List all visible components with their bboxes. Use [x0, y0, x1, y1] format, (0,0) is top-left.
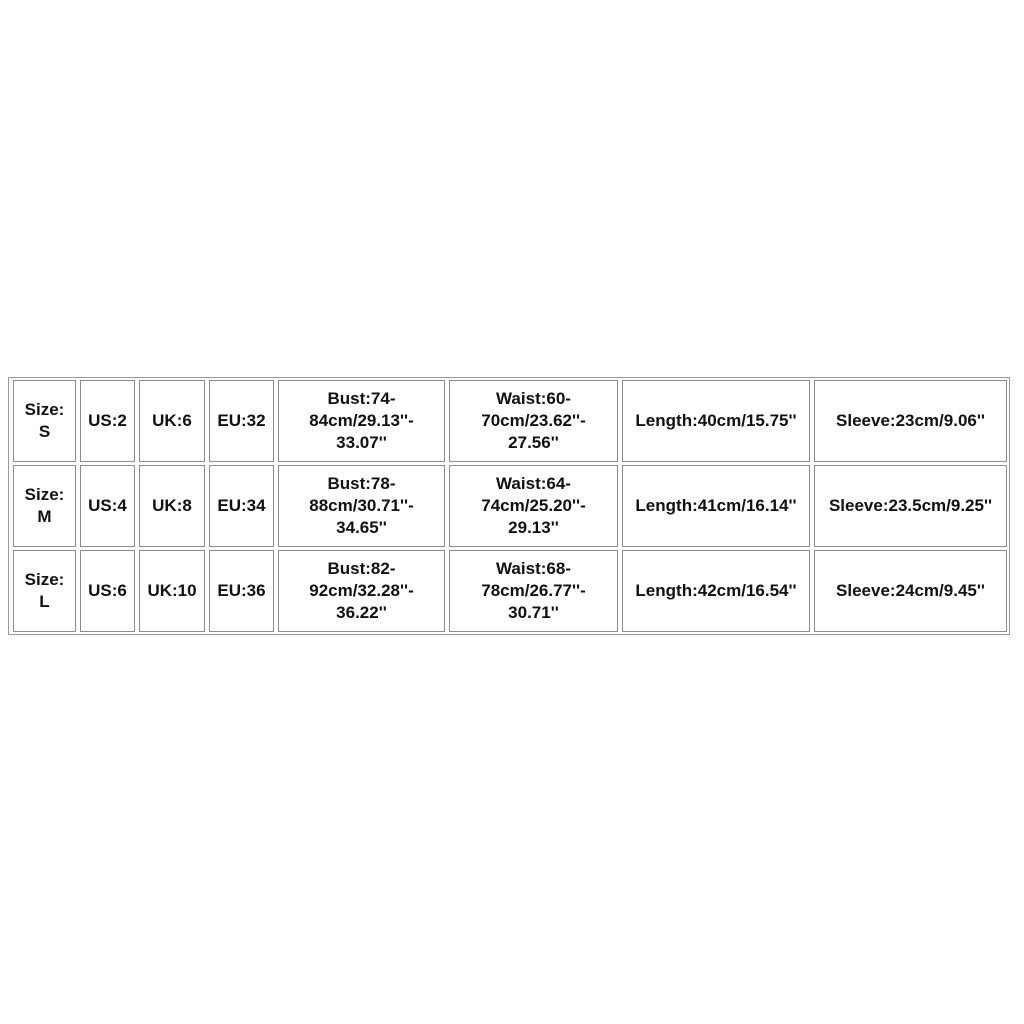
size-chart-table: [8, 377, 1010, 635]
size-cell-eu: EU:36: [209, 550, 274, 632]
size-cell-uk: UK:6: [139, 380, 205, 462]
size-cell-size: Size: L: [13, 550, 76, 632]
size-cell-size: Size: S: [13, 380, 76, 462]
size-cell-sleeve: Sleeve:24cm/9.45'': [814, 550, 1007, 632]
size-cell-waist: Waist:68- 78cm/26.77''- 30.71'': [449, 550, 618, 632]
size-cell-eu: EU:32: [209, 380, 274, 462]
size-cell-sleeve: Sleeve:23.5cm/9.25'': [814, 465, 1007, 547]
size-cell-length: Length:40cm/15.75'': [622, 380, 810, 462]
size-cell-us: US:2: [80, 380, 135, 462]
size-cell-length: Length:41cm/16.14'': [622, 465, 810, 547]
size-cell-length: Length:42cm/16.54'': [622, 550, 810, 632]
size-cell-bust: Bust:74- 84cm/29.13''- 33.07'': [278, 380, 445, 462]
size-cell-bust: Bust:82- 92cm/32.28''- 36.22'': [278, 550, 445, 632]
size-cell-sleeve: Sleeve:23cm/9.06'': [814, 380, 1007, 462]
size-cell-size: Size: M: [13, 465, 76, 547]
size-cell-us: US:6: [80, 550, 135, 632]
size-cell-waist: Waist:60- 70cm/23.62''- 27.56'': [449, 380, 618, 462]
size-cell-us: US:4: [80, 465, 135, 547]
size-cell-bust: Bust:78- 88cm/30.71''- 34.65'': [278, 465, 445, 547]
size-cell-uk: UK:10: [139, 550, 205, 632]
size-cell-eu: EU:34: [209, 465, 274, 547]
size-cell-uk: UK:8: [139, 465, 205, 547]
size-cell-waist: Waist:64- 74cm/25.20''- 29.13'': [449, 465, 618, 547]
